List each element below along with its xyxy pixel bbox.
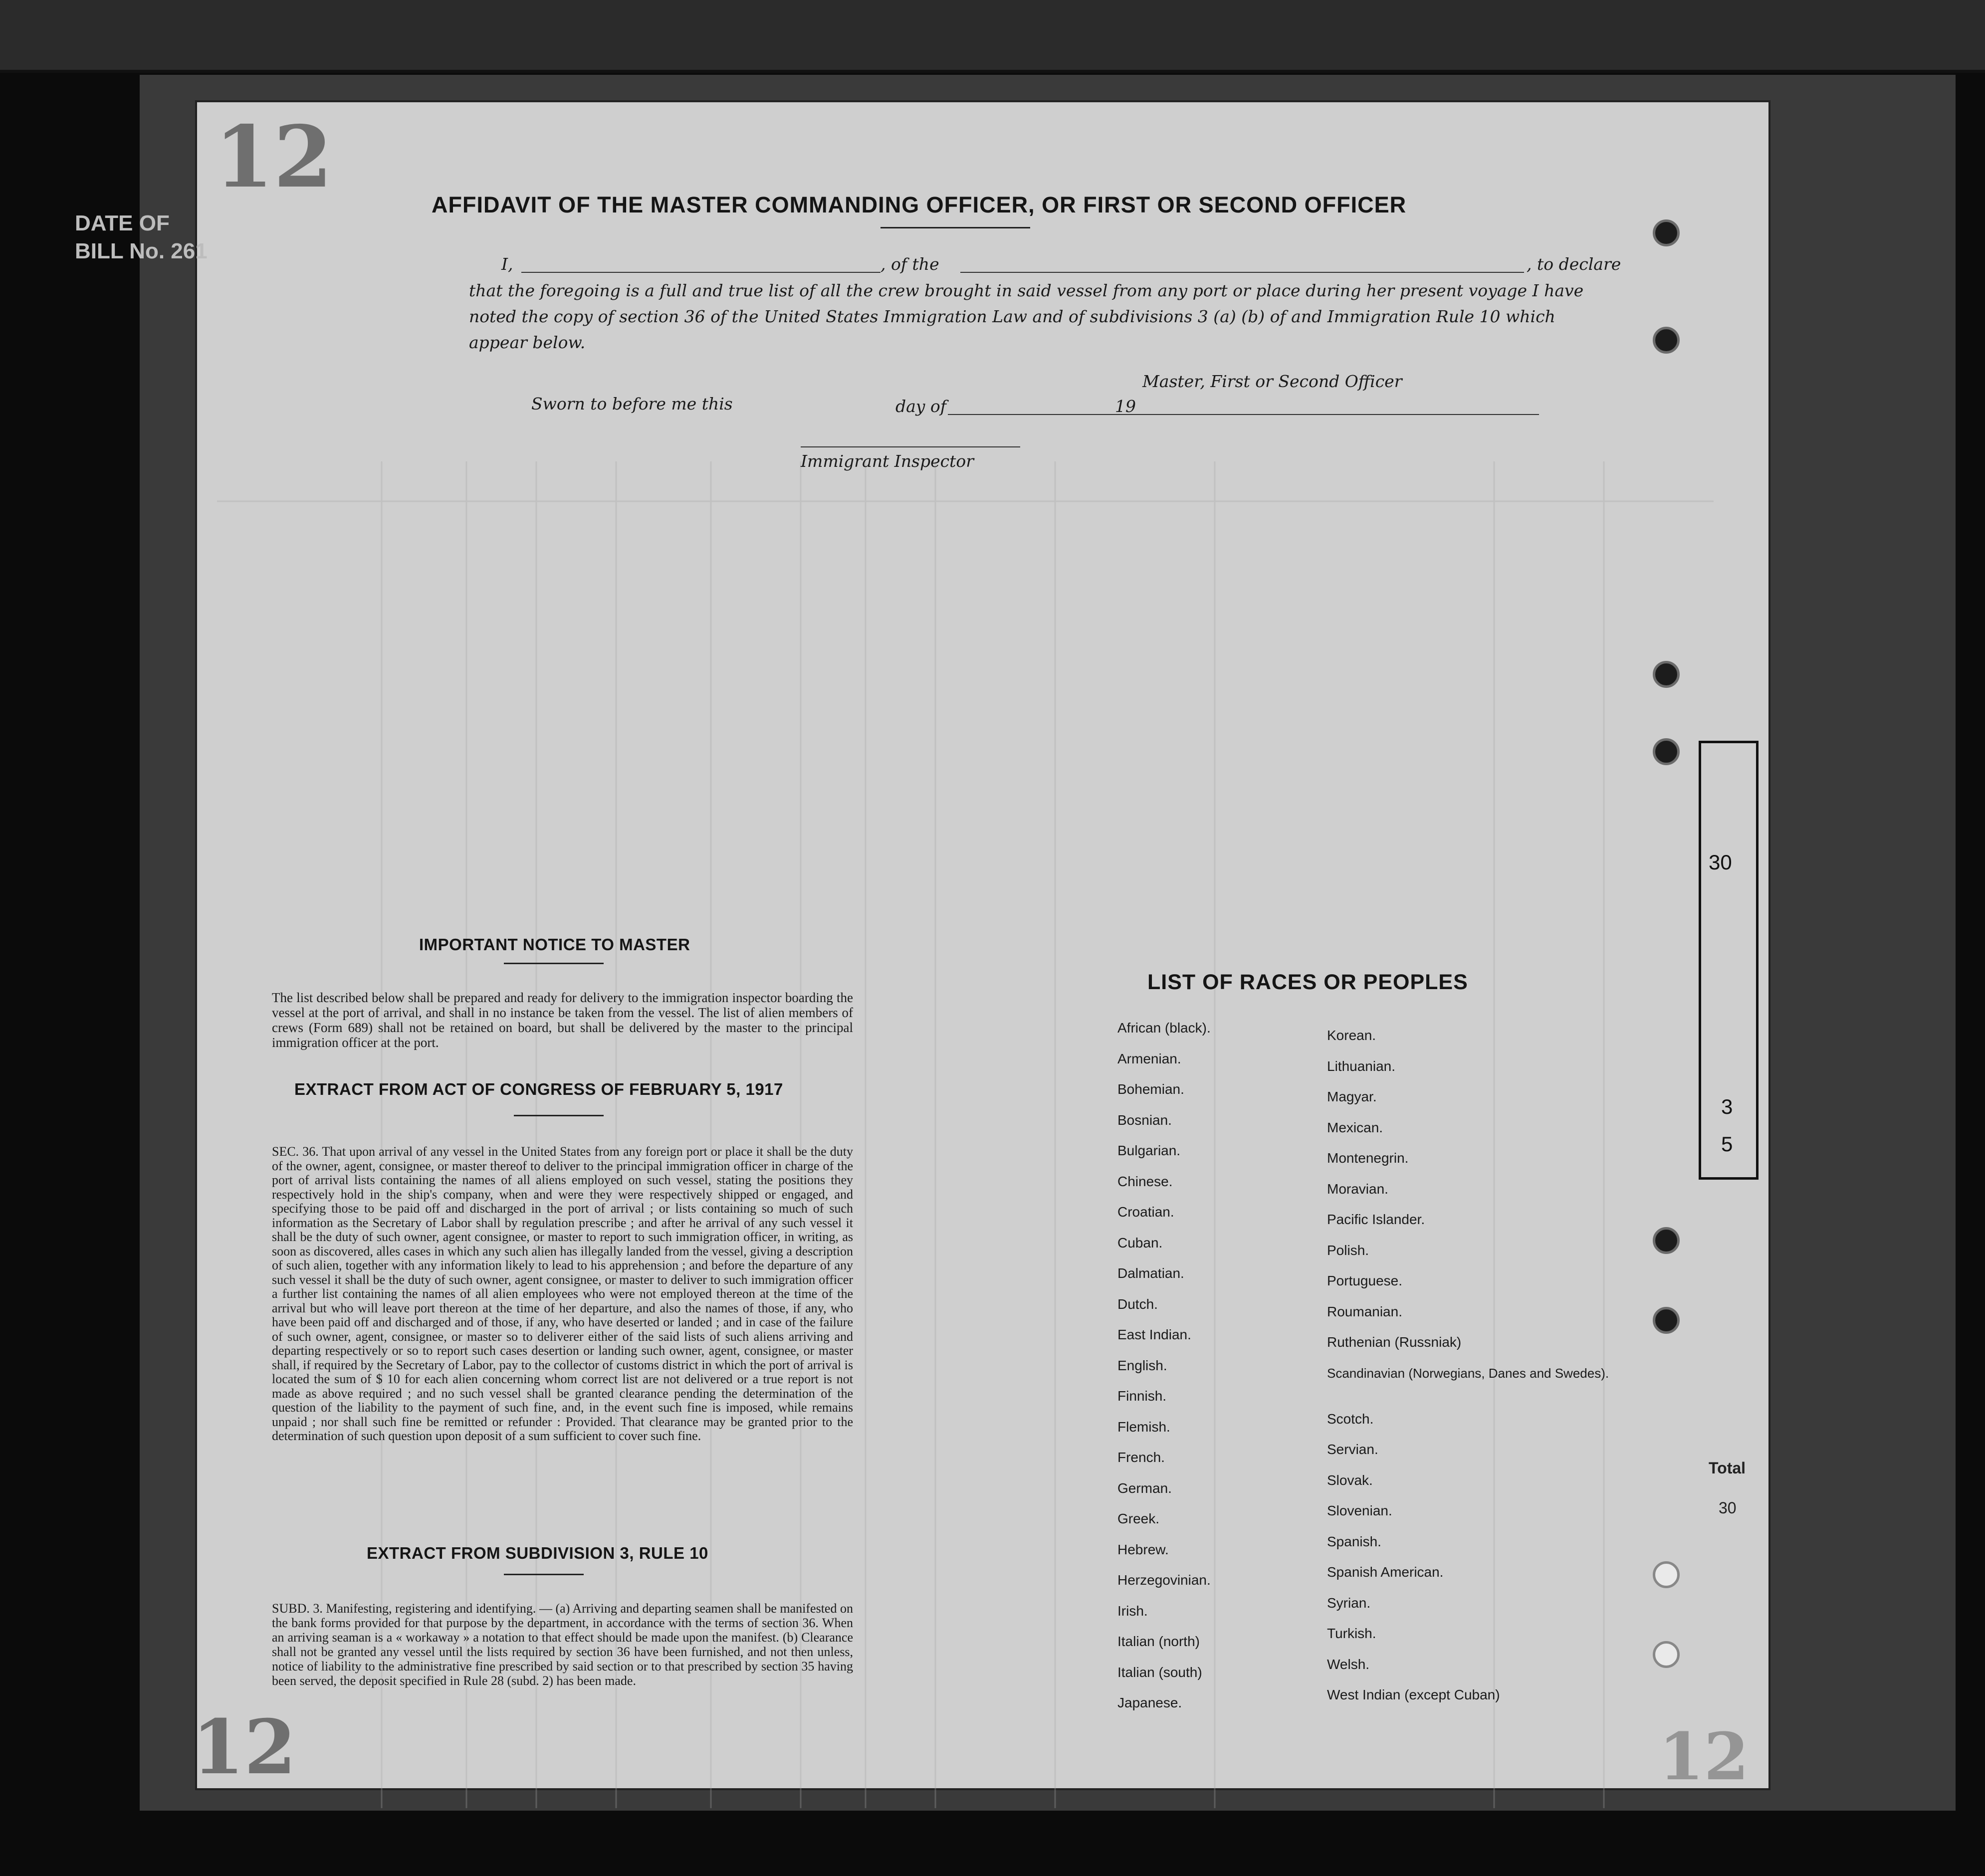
- race-item: Italian (north): [1117, 1634, 1200, 1649]
- race-item: Welsh.: [1327, 1656, 1370, 1672]
- race-item: Hebrew.: [1117, 1541, 1169, 1557]
- race-item: Italian (south): [1117, 1664, 1202, 1680]
- races-right-column: [1327, 1028, 1636, 1718]
- race-item: Japanese.: [1117, 1695, 1182, 1710]
- tally-value: 30: [1709, 850, 1732, 874]
- race-item: Bulgarian.: [1117, 1143, 1181, 1158]
- race-item: Croatian.: [1117, 1204, 1174, 1220]
- race-item: Greek.: [1117, 1511, 1160, 1526]
- total-value: 30: [1719, 1499, 1737, 1517]
- race-item: Finnish.: [1117, 1388, 1167, 1404]
- date-bill-stamp: [75, 209, 208, 265]
- scanner-edge: [0, 0, 1985, 73]
- day-line: [801, 446, 1020, 447]
- race-item: Spanish.: [1327, 1533, 1381, 1549]
- punch-hole: [1653, 219, 1680, 246]
- affidavit-i: I,: [501, 254, 513, 274]
- race-item: French.: [1117, 1450, 1165, 1465]
- rule-extract-title: EXTRACT FROM SUBDIVISION 3, RULE 10: [367, 1544, 708, 1562]
- stamp-line: DATE OF: [75, 211, 170, 235]
- vessel-line: [960, 272, 1524, 273]
- punch-hole: [1653, 1641, 1680, 1668]
- race-item: Moravian.: [1327, 1181, 1388, 1197]
- margin-tally-box: [1699, 741, 1759, 1180]
- master-label: Master, First or Second Officer: [1142, 372, 1402, 391]
- tally-value: 3: [1721, 1095, 1733, 1118]
- race-item: Slovenian.: [1327, 1503, 1392, 1518]
- race-item: Magyar.: [1327, 1089, 1377, 1104]
- name-line: [521, 272, 881, 273]
- race-item: English.: [1117, 1357, 1167, 1373]
- race-item: Portuguese.: [1327, 1273, 1402, 1288]
- affidavit-title: AFFIDAVIT OF THE MASTER COMMANDING OFFICER, OR FIRST OR SECOND OFFICER: [432, 192, 1407, 217]
- day-label: day of: [895, 397, 947, 416]
- race-item: Flemish.: [1117, 1419, 1170, 1435]
- punch-hole: [1653, 1307, 1680, 1334]
- total-label: Total: [1709, 1459, 1746, 1477]
- races-title: LIST OF RACES OR PEOPLES: [1147, 970, 1468, 994]
- race-item: Mexican.: [1327, 1119, 1383, 1135]
- rule-underline: [504, 1574, 584, 1575]
- race-item: Ruthenian (Russniak): [1327, 1334, 1462, 1350]
- tally-value: 5: [1721, 1132, 1733, 1156]
- race-item: Servian.: [1327, 1442, 1378, 1457]
- race-item: Korean.: [1327, 1028, 1376, 1043]
- punch-hole: [1653, 327, 1680, 354]
- race-item: German.: [1117, 1480, 1172, 1496]
- race-item: Polish.: [1327, 1242, 1369, 1258]
- race-item: Pacific Islander.: [1327, 1212, 1425, 1227]
- stamp-line: BILL No. 261: [75, 239, 208, 263]
- punch-hole: [1653, 661, 1680, 688]
- race-item: Spanish American.: [1327, 1564, 1444, 1580]
- race-item: Cuban.: [1117, 1235, 1163, 1251]
- sworn-label: Sworn to before me this: [531, 394, 733, 414]
- notice-title: IMPORTANT NOTICE TO MASTER: [419, 935, 690, 954]
- race-item: Roumanian.: [1327, 1303, 1402, 1319]
- race-item: Syrian.: [1327, 1595, 1371, 1611]
- race-item: Lithuanian.: [1327, 1058, 1396, 1074]
- title-underline: [881, 227, 1030, 228]
- races-left-column: [1117, 1020, 1297, 1726]
- punch-hole: [1653, 738, 1680, 765]
- race-item: Bosnian.: [1117, 1112, 1172, 1128]
- affidavit-to-declare: , to declare: [1527, 254, 1621, 274]
- punch-hole: [1653, 1227, 1680, 1254]
- race-item: Scandinavian (Norwegians, Danes and Swedes).: [1327, 1365, 1609, 1381]
- act-extract-title: EXTRACT FROM ACT OF CONGRESS OF FEBRUARY 5, 1917: [294, 1080, 783, 1098]
- signature-line: [1140, 414, 1539, 415]
- race-item: Dalmatian.: [1117, 1265, 1184, 1281]
- punch-hole: [1653, 1561, 1680, 1588]
- race-item: Scotch.: [1327, 1411, 1374, 1427]
- page-number-bottom-left: 12: [192, 1703, 296, 1791]
- race-item: Bohemian.: [1117, 1081, 1184, 1097]
- race-item: Turkish.: [1327, 1626, 1376, 1641]
- section-36-text: SEC. 36. That upon arrival of any vessel in the United States from any foreign port or place it shall be the duty of the owner, agent, consignee, or master thereof to deliver to the principal immigration officer in charge of the port of arrival lists containing the names of all aliens employed on such vessel, stating the positions they respectively hold in the ship's company, when and were they were respectively shipped or engaged, and specifying those to be paid off and discharged in the port of arrival ; or lists containing so much of such information as the Secretary of Labor shall by regulation prescribe ; and after he arrival of any such vessel it shall be the duty of such owner, agent consignee, or master to report to such immigration officer, in writing, as soon as discovered, alles cases in which any such alien has illegally landed from the vessel, giving a description of such alien, together with any information likely to lead to his apprehension ; and before the departure of any such vessel it shall be the duty of such owner, agent consignee, or master to deliver to such immigration officer a further list containing the names of all alien employees who were not employed thereon at the time of the arrival but who will leave port thereon at the time of her departure, and also the names of those, if any, who have been paid off and discharged and of those, if any, who have deserted or landed ; and in case of the failure of such owner, agent, consignee, or master so to deliverer either of the said lists of such aliens arriving and departing respectively or so to report such cases desertion or landing such owner, agent, consignee, or master shall, if required by the Secretary of Labor, pay to the collector of customs district in which the port of arrival is located the sum of $ 10 for each alien concerning whom correct list are not delivered or a true report is not made as above required ; and no such vessel shall be granted clearance pending the determination of the question of the liability to the payment of such fine, and, in the event such fine is imposed, while remains unpaid ; nor shall such fine be remitted or refunder : Provided. That clearance may be granted prior to the determination of such question upon deposit of a sum sufficient to cover such fine.: [272, 1144, 853, 1443]
- affidavit-of-the: , of the: [881, 254, 939, 274]
- race-item: Montenegrin.: [1327, 1150, 1409, 1166]
- race-item: Dutch.: [1117, 1296, 1158, 1312]
- race-item: Irish.: [1117, 1603, 1148, 1619]
- race-item: African (black).: [1117, 1020, 1211, 1036]
- notice-text: The list described below shall be prepared and ready for delivery to the immigration inspector boarding the vessel at the port of arrival, and shall in no instance be taken from the vessel. The list of alien members of crews (Form 689) shall not be retained on board, but shall be delivered by the master to the principal immigration officer at the port.: [272, 990, 853, 1050]
- race-item: Herzegovinian.: [1117, 1572, 1211, 1588]
- race-item: Armenian.: [1117, 1050, 1181, 1066]
- page-number-bottom-right: 12: [1659, 1718, 1749, 1795]
- subdivision-3-text: SUBD. 3. Manifesting, registering and identifying. — (a) Arriving and departing seamen shall be manifested on the bank forms provided for that purpose by the department, in accordance with the terms of section 36. When an arriving seaman is a « workaway » a notation to that effect should be made upon the manifest. (b) Clearance shall not be granted any vessel until the lists required by section 36 have been furnished, and not then unless, notice of liability to the administrative fine prescribed by said section or to that prescribed by section 35 having been served, the deposit specified in Rule 28 (subd. 2) has been made.: [272, 1601, 853, 1688]
- race-item: West Indian (except Cuban): [1327, 1687, 1500, 1702]
- race-item: Slovak.: [1327, 1472, 1373, 1488]
- act-underline: [514, 1115, 604, 1116]
- race-item: East Indian.: [1117, 1327, 1191, 1342]
- page-number-top-left: 12: [215, 107, 333, 207]
- affidavit-body: that the foregoing is a full and true list of all the crew brought in said vessel from any port or place during her present voyage I have noted the copy of section 36 of the United States Immigration Law and of subdivisions 3 (a) (b) of and Immigration Rule 10 which appear below.: [469, 281, 1584, 352]
- manifest-page: [192, 102, 1768, 1795]
- inspector-label: Immigrant Inspector: [801, 451, 974, 471]
- race-item: Chinese.: [1117, 1173, 1173, 1189]
- year-label: 19: [1115, 397, 1136, 416]
- notice-underline: [504, 963, 604, 964]
